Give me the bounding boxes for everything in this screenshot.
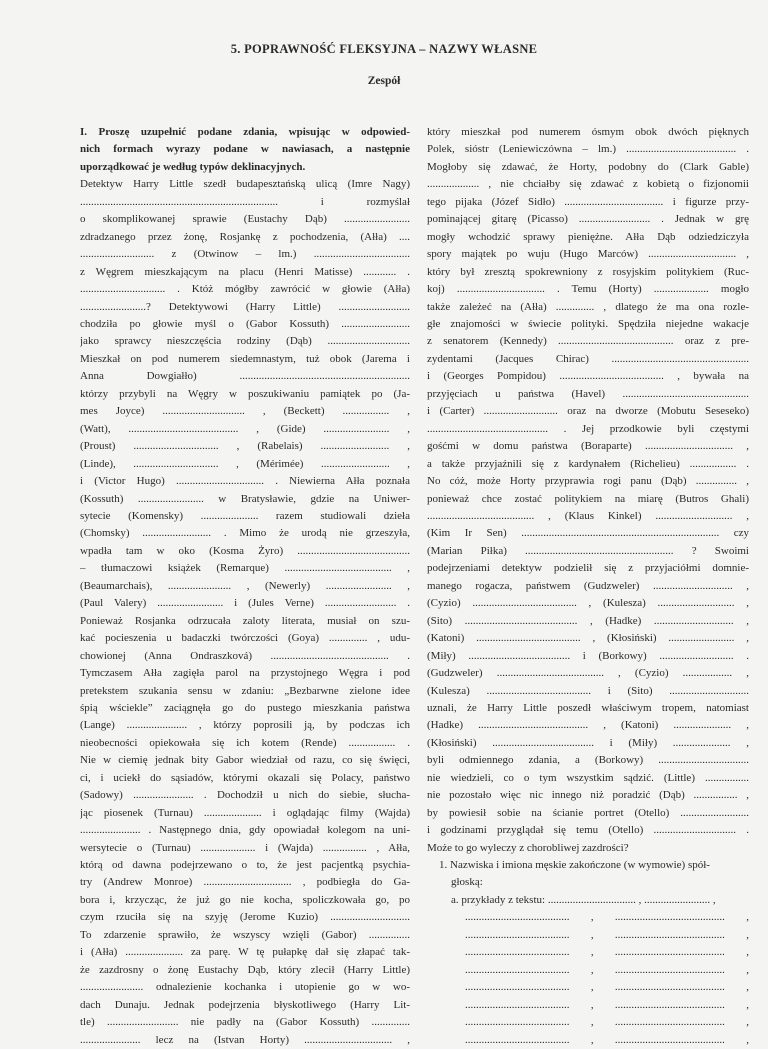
text-line: (Kim Ir Sen) ........................................................................ czy bbox=[427, 527, 749, 540]
text-line: ci, i uciekł do sąsiadów, którymi okazali się Polacy, państwo bbox=[80, 771, 410, 784]
text-line: (Miły) ..................................... i (Borkowy) ........................... . bbox=[427, 649, 749, 662]
text-line: nieobecności opiekowała się ich kotem (Rende) ................. . bbox=[80, 736, 410, 749]
text-line: uporządkować je według typów deklinacyjnych. bbox=[80, 160, 306, 173]
text-line: i (Carter) ........................... oraz na dworze (Mobutu Seseseko) bbox=[427, 405, 749, 418]
text-line: nie pozostało więc nic innego niż poradzić (Dąb) ................ , bbox=[427, 789, 749, 802]
text-line: ............................................ . Jej przodkowie byli częstymi bbox=[427, 422, 749, 435]
text-line: uznali, że Harry Little poszedł właściwym tropem, natomiast bbox=[427, 701, 749, 714]
text-line: Ponieważ Rosjanka odrzucała zaloty literata, musiał on szu- bbox=[80, 614, 410, 627]
text-line: przyjęciach u państwa (Havel) .............................................. bbox=[427, 387, 749, 400]
text-line: jąc piosenek (Turnau) ..................... i oglądając filmy (Wajda) bbox=[80, 806, 410, 819]
text-line: nich formach wyrazy podane w nawiasach, a następnie bbox=[80, 143, 410, 156]
text-line: To zdarzenie sprawiło, że wszyscy wzięli (Gabor) ............... bbox=[80, 928, 410, 941]
text-line: (Gudzweler) ....................................... , (Cyzio) .................. , bbox=[427, 667, 749, 680]
text-line: a także przyjaźnili się z kardynałem (Richelieu) ................. . bbox=[427, 457, 749, 470]
text-line: Nie w ciemię jednak bity Gabor wiedział od razu, co się święci, bbox=[80, 754, 410, 767]
text-line: ponieważ chce zostać politykiem na miarę (Butros Ghali) bbox=[427, 492, 749, 505]
text-line: z Węgrem mieszkającym na placu (Henri Matisse) ............ . bbox=[80, 265, 410, 278]
text-line: ...................................... , ........................................ , bbox=[465, 998, 749, 1011]
text-line: Mogłoby się zdawać, że Horty, podobny do (Clark Gable) bbox=[427, 160, 749, 173]
text-line: 1. Nazwiska i imiona męskie zakończone (w wymowie) spół- bbox=[439, 859, 710, 872]
text-line: z senatorem (Kennedy) .......................................... oraz z pre- bbox=[427, 335, 749, 348]
text-line: Może to go wyleczy z chorobliwej zazdrości? bbox=[427, 841, 629, 854]
text-line: ............................... . Któż mógłby zawrócić w głowie (Ałła) bbox=[80, 283, 410, 296]
text-line: sytecie (Komensky) ..................... razem studiowali dzieła bbox=[80, 509, 410, 522]
chapter-title: 5. POPRAWNOŚĆ FLEKSYJNA – NAZWY WŁASNE bbox=[230, 42, 538, 56]
text-line: ....................... odnalezienie kochanka i utopienie go w wo- bbox=[80, 981, 410, 994]
text-line: o skomplikowanej sprawie (Eustachy Dąb) ........................ bbox=[80, 213, 410, 226]
text-line: (Sito) ......................................... , (Hadke) ............................. , bbox=[427, 614, 749, 627]
text-line: ........................... z (Otwinow – lm.) ................................... bbox=[80, 248, 410, 261]
text-line: jako sprawcy nieszczęścia rodziny (Dąb) .............................. bbox=[80, 335, 410, 348]
text-line: pretekstem szukania sensu w zdaniu: „Bezbarwne zielone idee bbox=[80, 684, 410, 697]
text-line: i (Georges Pompidou) ...................................... , bywała na bbox=[427, 370, 749, 383]
text-line: (Marian Piłka) ...................................................... ? Swoimi bbox=[427, 544, 749, 557]
text-line: tego pijaka (Józef Sidło) .................................... i figurze przy- bbox=[427, 195, 749, 208]
group-label: Zespół bbox=[367, 75, 401, 87]
text-line: wpadła tam w oko (Kosma Żyro) ......................................... bbox=[80, 544, 410, 557]
text-line: ...................... lecz na (Istvan Horty) ................................ , bbox=[80, 1033, 410, 1046]
text-line: którą od dawna podejrzewano o to, że jest pacjentką psychia- bbox=[80, 859, 410, 872]
text-line: a. przykłady z tekstu: ................................ , ........................ , bbox=[451, 893, 716, 906]
text-line: chodziła po głowie myśl o (Gabor Kossuth) ......................... bbox=[80, 317, 410, 330]
text-line: (Watt), ........................................ , (Gide) ........................ , bbox=[80, 422, 410, 435]
text-line: ...................................... , ........................................ , bbox=[465, 911, 749, 924]
text-line: ...................... . Następnego dnia, gdy opowiadał kolegom na uni- bbox=[80, 824, 410, 837]
text-line: (Cyzio) ...................................... , (Kulesza) ............................ , bbox=[427, 597, 749, 610]
text-line: (Sadowy) ...................... . Dochodził u nich do siebie, słucha- bbox=[80, 789, 410, 802]
text-line: śpią wściekle” zaciągnęła go do pustego mieszkania państwa bbox=[80, 701, 410, 714]
text-line: – tłumaczowi książek (Remarque) ....................................... , bbox=[80, 562, 410, 575]
text-line: Mieszkał on pod numerem siedemnastym, tuż obok (Jarema i bbox=[80, 352, 410, 365]
text-line: podejrzeniami detektyw podzielił się z przyjaciółmi domnie- bbox=[427, 562, 749, 575]
text-line: (Katoni) ...................................... , (Kłosiński) ........................ , bbox=[427, 632, 749, 645]
text-line: którzy przybyli na Węgry w poszukiwaniu pamiątek po (Ja- bbox=[80, 387, 410, 400]
text-line: zdradzanego przez żonę, Rosjankę z pochodzenia, (Ałła) .... bbox=[80, 230, 410, 243]
text-line: ...................................... , ........................................ , bbox=[465, 963, 749, 976]
text-line: kać pocieszenia u badaczki twórczości (Goya) .............. , udu- bbox=[80, 632, 410, 645]
left-text-column bbox=[80, 124, 410, 1049]
text-line: (Kossuth) ........................ w Bratysławie, gdzie na Uniwer- bbox=[80, 492, 410, 505]
text-line: koj) ................................ . Temu (Horty) .................... mogło bbox=[427, 283, 749, 296]
text-line: i (Ałła) ..................... za parę. W tę pułapkę dał się złapać tak- bbox=[80, 946, 410, 959]
text-line: tle) .......................... nie padły na (Gabor Kossuth) .............. bbox=[80, 1016, 410, 1029]
text-line: czym rzuciła się na szyję (Jerome Kuzio) ............................. bbox=[80, 911, 410, 924]
text-line: Polek, sióstr (Leniewiczówna – lm.) ........................................ . bbox=[427, 143, 749, 156]
text-line: nie wiedzieli, co o tym wszystkim sądzić. (Little) ................ bbox=[427, 771, 749, 784]
text-line: (Proust) ............................... , (Rabelais) ......................... , bbox=[80, 440, 410, 453]
text-line: byli odmiennego zdania, a (Borkowy) ................................. bbox=[427, 754, 749, 767]
text-line: ....................................... , (Klaus Kinkel) ............................ , bbox=[427, 509, 749, 522]
text-line: (Kulesza) ...................................... i (Sito) ............................. bbox=[427, 684, 749, 697]
text-line: gośćmi w domu państwa (Boraparte) ................................ , bbox=[427, 440, 749, 453]
text-line: (Beaumarchais), ....................... , (Newerly) ........................ , bbox=[80, 579, 410, 592]
text-line: (Lange) ...................... , którzy poprosili ją, by podczas ich bbox=[80, 719, 410, 732]
text-line: że zazdrosny o żonę Eustachy Dąb, który zlecił (Harry Little) bbox=[80, 963, 410, 976]
text-line: (Hadke) ........................................ , (Katoni) ..................... , bbox=[427, 719, 749, 732]
text-line: i (Victor Hugo) ................................ . Niewierna Ałła poznała bbox=[80, 475, 410, 488]
text-line: ...................................... , ........................................ , bbox=[465, 981, 749, 994]
text-line: dach Dunaju. Jednak podejrzenia błyskotliwego (Harry Lit- bbox=[80, 998, 410, 1011]
text-line: ...................................... , ........................................ , bbox=[465, 1016, 749, 1029]
text-line: Tymczasem Ałła zagięła parol na przystojnego Węgra i pod bbox=[80, 667, 410, 680]
text-line: głe znajomości w świecie polityki. Spędziła niejedne wakacje bbox=[427, 317, 749, 330]
text-line: który był zresztą spokrewniony z rosyjskim politykiem (Ruc- bbox=[427, 265, 749, 278]
text-line: wersytecie o (Turnau) .................... i (Wajda) ................ , Ałła, bbox=[80, 841, 410, 854]
text-line: zydentami (Jacques Chirac) .................................................. bbox=[427, 352, 749, 365]
text-line: głoską: bbox=[451, 876, 483, 889]
text-line: Anna Dowgiałło) .............................................................. bbox=[80, 370, 410, 383]
text-line: pominającej gitarę (Picasso) .......................... . Jednak w grę bbox=[427, 213, 749, 226]
text-line: ...................................... , ........................................ , bbox=[465, 928, 749, 941]
right-text-column bbox=[427, 124, 749, 1049]
text-line: (Chomsky) ......................... . Mimo że urodą nie grzeszyła, bbox=[80, 527, 410, 540]
text-line: No cóż, może Horty przyprawia rogi panu (Dąb) ............... , bbox=[427, 475, 749, 488]
text-line: I. Proszę uzupełnić podane zdania, wpisując w odpowied- bbox=[80, 126, 410, 138]
text-line: (Linde), ............................... , (Mérimée) ......................... , bbox=[80, 457, 410, 470]
text-line: by powiesił sobie na ścianie portret (Otello) ......................... bbox=[427, 806, 749, 819]
text-line: spory majątek po wuju (Hugo Marców) ................................ , bbox=[427, 248, 749, 261]
text-line: (Paul Valery) ........................ i (Jules Verne) .......................... . bbox=[80, 597, 410, 610]
text-line: (Kłosiński) ..................................... i (Miły) ..................... , bbox=[427, 736, 749, 749]
text-line: manego rogacza, państwem (Gudzweler) ............................. , bbox=[427, 579, 749, 592]
text-line: chowionej (Anna Ondraszková) ........................................... . bbox=[80, 649, 410, 662]
text-line: try (Andrew Monroe) ................................ , podbiegła do Ga- bbox=[80, 876, 410, 889]
text-line: ........................? Detektywowi (Harry Little) .......................... bbox=[80, 300, 410, 313]
text-line: który mieszkał pod numerem ósmym obok dwóch pięknych bbox=[427, 126, 749, 138]
text-line: bora i, krzycząc, że już go nie kocha, spoliczkowała go, po bbox=[80, 893, 410, 906]
text-line: ........................................................................ i rozmyślał bbox=[80, 195, 410, 208]
text-line: ................... , nie chciałby się zdawać z kobietą o fizjonomii bbox=[427, 178, 749, 191]
text-line: ...................................... , ........................................ , bbox=[465, 1033, 749, 1046]
text-line: i godzinami przyglądał się temu (Otello) .............................. . bbox=[427, 824, 749, 837]
text-line: mogły wchodzić sprawy pieniężne. Ałła Dąb odziedziczyła bbox=[427, 230, 749, 243]
text-line: ...................................... , ........................................ , bbox=[465, 946, 749, 959]
text-line: Detektyw Harry Little szedł budapesztańską ulicą (Imre Nagy) bbox=[80, 178, 410, 191]
text-line: także zależeć na (Ałła) .............. , dlatego że ma ona rozle- bbox=[427, 300, 749, 313]
text-line: mes Joyce) .............................. , (Beckett) ................. , bbox=[80, 405, 410, 418]
